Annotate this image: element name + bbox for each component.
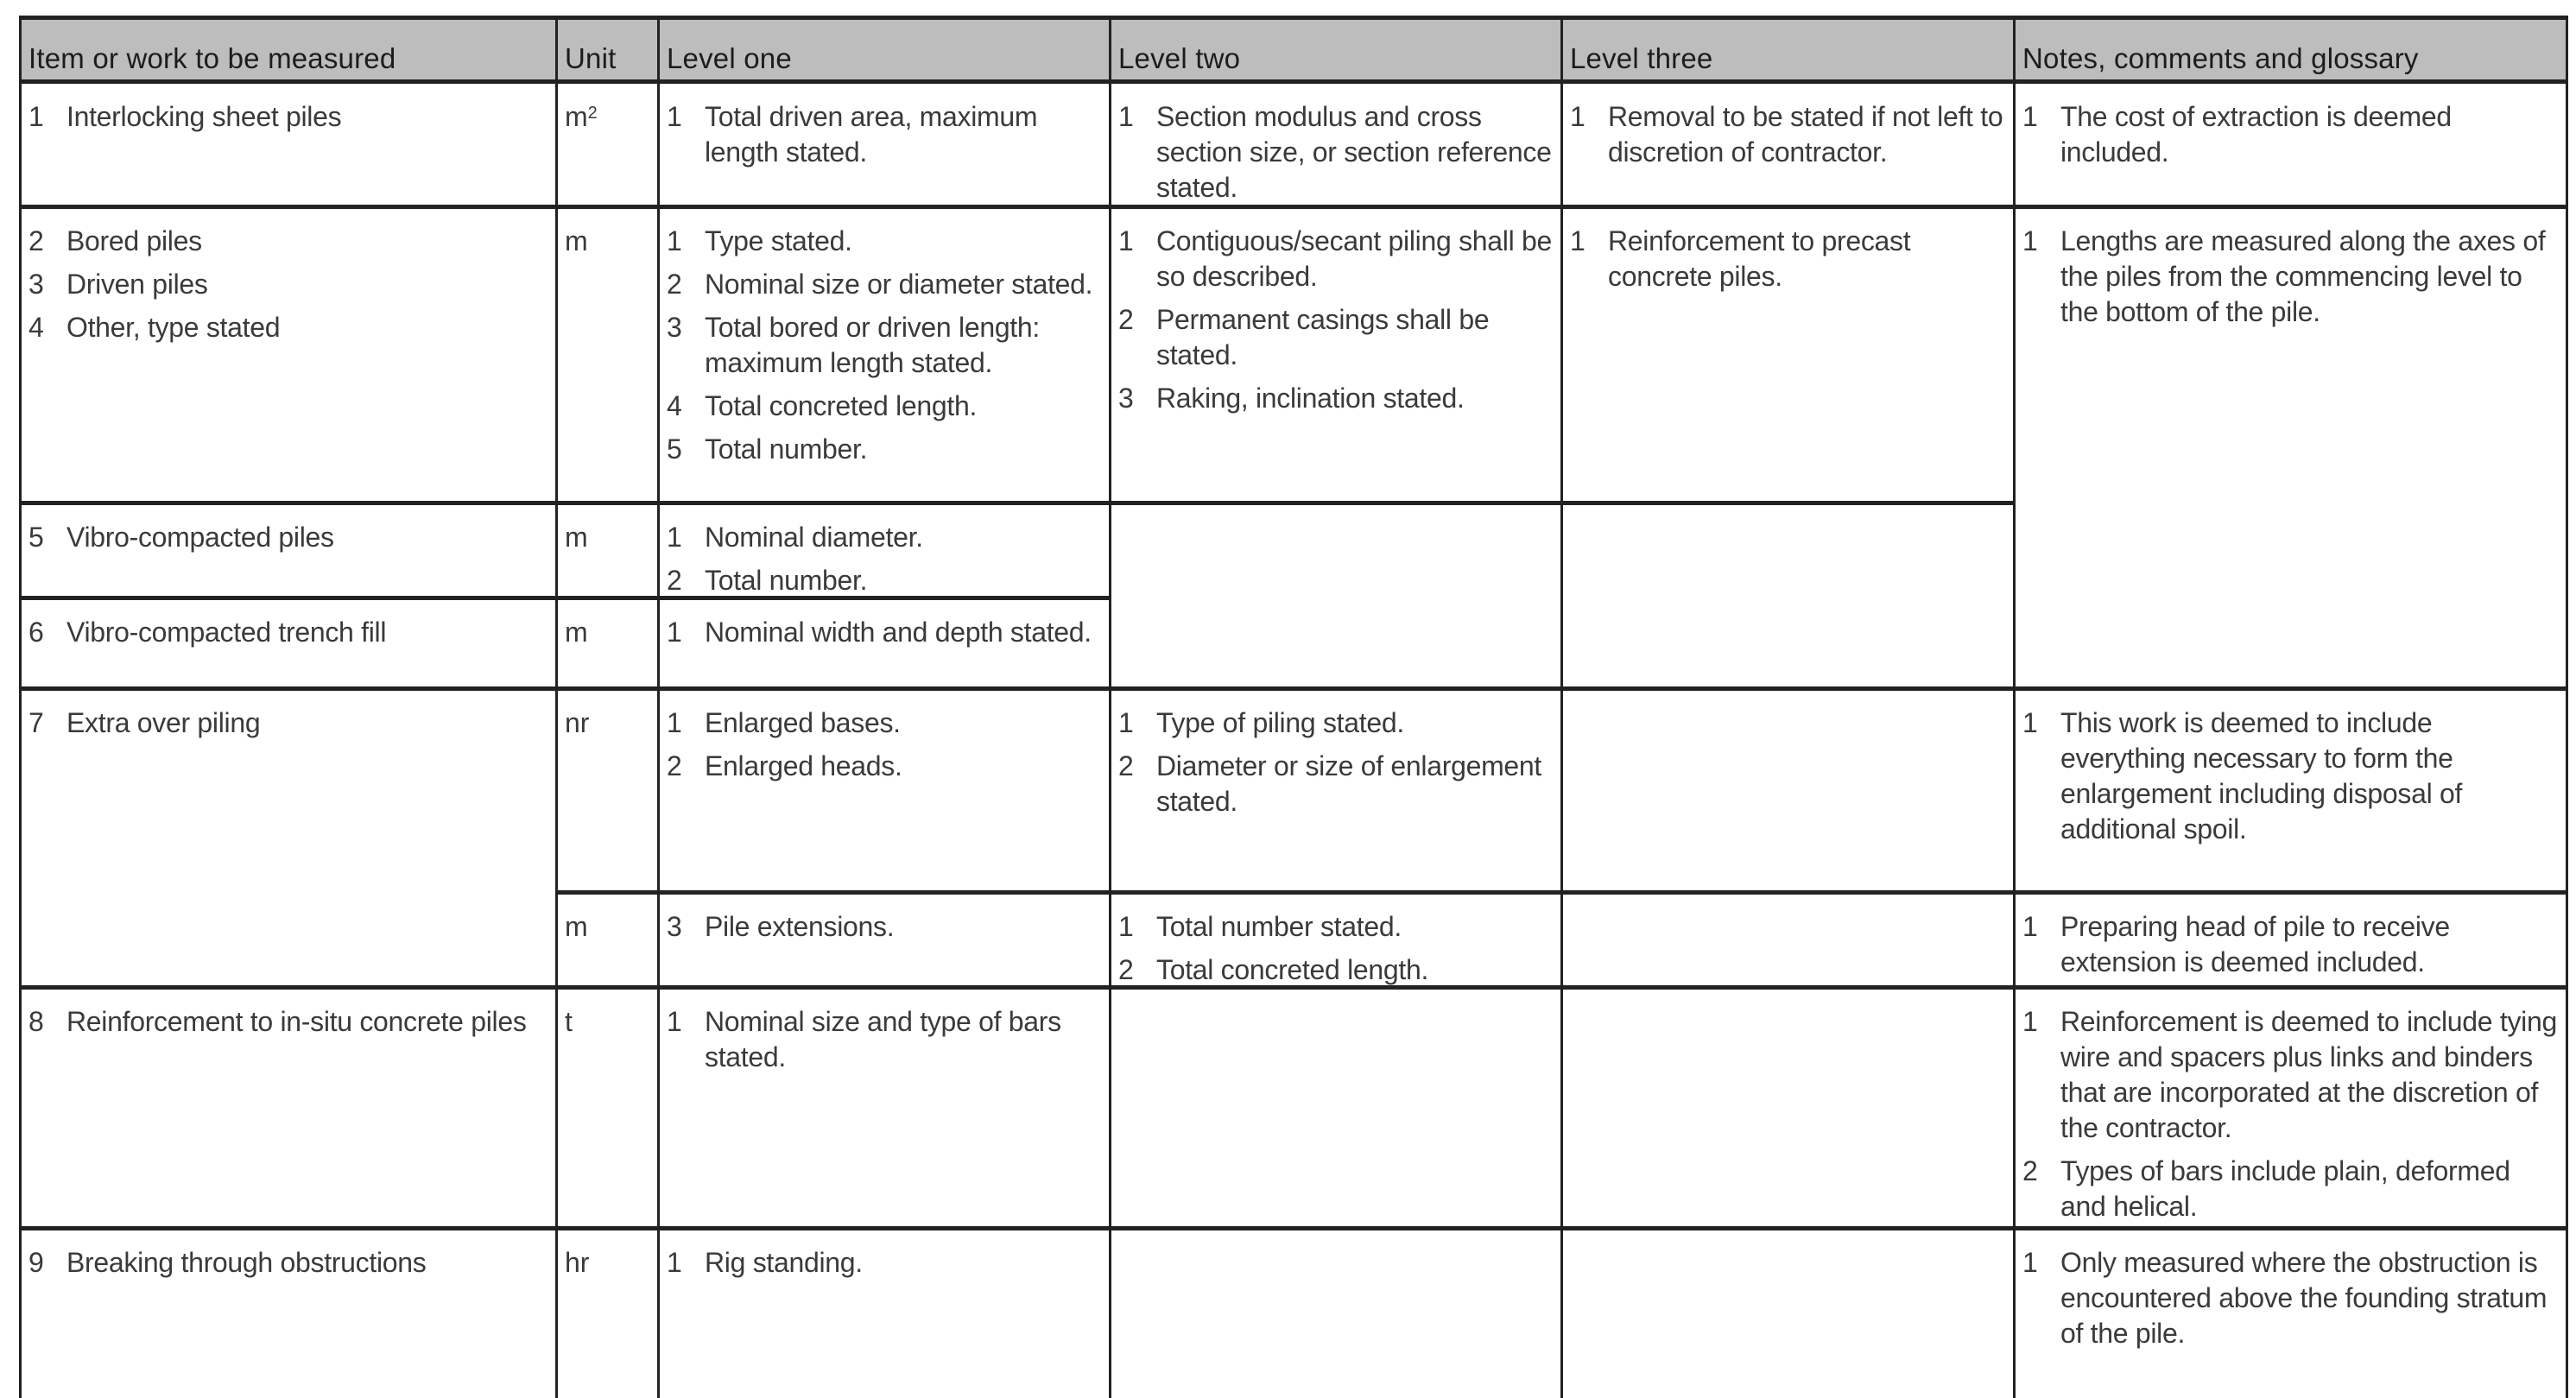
row8-unit-cell xyxy=(556,987,658,1228)
row1-level-three-cell xyxy=(1561,82,2014,206)
row7-item-list xyxy=(20,705,547,749)
rule-row7-bottom xyxy=(19,985,2568,990)
item-number: 2 xyxy=(28,225,44,256)
item-text: Total number stated. xyxy=(1156,911,1402,942)
header-level-two-label: Level two xyxy=(1118,42,1241,74)
list-item xyxy=(20,267,547,302)
item-text: Type of piling stated. xyxy=(1156,707,1404,738)
rule-row5-bottom xyxy=(19,596,1111,600)
item-number: 3 xyxy=(667,911,682,942)
row9-level-one-cell xyxy=(658,1228,1110,1398)
list-item xyxy=(1110,909,1553,945)
row2-level-one-cell xyxy=(658,206,1110,503)
rule-row6-bottom xyxy=(19,686,2568,691)
item-number: 1 xyxy=(667,1247,682,1278)
item-number: 1 xyxy=(2022,101,2038,132)
header-item-label: Item or work to be measured xyxy=(28,42,396,74)
item-number: 2 xyxy=(667,269,682,300)
row2-level-two-list xyxy=(1110,224,1553,424)
row6-level-one-cell xyxy=(658,598,1110,688)
rule-left xyxy=(19,17,22,1398)
item-number: 2 xyxy=(1118,954,1134,985)
item-text: Total number. xyxy=(705,433,868,465)
item-text: Types of bars include plain, deformed and helical. xyxy=(2060,1155,2510,1222)
list-item xyxy=(658,432,1101,467)
row7b-notes-cell xyxy=(2014,892,2567,987)
unit-base: m xyxy=(565,101,588,132)
row7a-level-one-list xyxy=(658,705,1101,792)
item-number: 2 xyxy=(667,750,682,781)
list-item xyxy=(20,310,547,345)
item-number: 1 xyxy=(1570,225,1585,256)
item-number: 2 xyxy=(1118,750,1134,781)
item-text: Lengths are measured along the axes of the piles from the commencing level to the bottom of the pile. xyxy=(2060,225,2546,327)
item-text: Nominal diameter. xyxy=(705,522,923,553)
row6-level-one-list xyxy=(658,615,1101,658)
row7b-level-two-cell xyxy=(1110,892,1561,987)
row2-unit: m xyxy=(565,225,588,256)
row1-item-cell xyxy=(20,82,556,206)
item-text: Vibro-compacted trench fill xyxy=(66,617,387,648)
row5-item-list xyxy=(20,520,547,563)
row5-level-one-list xyxy=(658,520,1101,606)
item-number: 7 xyxy=(28,707,44,738)
row7b-notes-list xyxy=(2014,909,2559,988)
item-text: Total number. xyxy=(705,565,868,596)
item-number: 1 xyxy=(1118,707,1134,738)
row7b-level-one-cell xyxy=(658,892,1110,987)
item-text: Total concreted length. xyxy=(705,390,978,421)
row9-unit: hr xyxy=(565,1247,590,1278)
item-number: 1 xyxy=(28,101,44,132)
item-text: Enlarged bases. xyxy=(705,707,901,738)
item-text: Breaking through obstructions xyxy=(66,1247,427,1278)
item-number: 1 xyxy=(667,101,682,132)
row5-unit-cell xyxy=(556,503,658,598)
item-text: Interlocking sheet piles xyxy=(66,101,342,132)
item-text: Section modulus and cross section size, or section reference stated. xyxy=(1156,101,1552,203)
item-number: 9 xyxy=(28,1247,44,1278)
item-number: 1 xyxy=(2022,707,2038,738)
row7a-level-one-cell xyxy=(658,688,1110,892)
row2-notes-cell xyxy=(2014,206,2567,688)
row7a-notes-cell xyxy=(2014,688,2567,892)
header-unit-label: Unit xyxy=(565,42,617,74)
item-text: Driven piles xyxy=(66,269,208,300)
row7a-notes-list xyxy=(2014,705,2559,855)
list-item xyxy=(1110,99,1553,206)
item-text: Reinforcement is deemed to include tying wire and spacers plus links and binders that are incorporated at the discretion of the contractor. xyxy=(2060,1006,2557,1143)
list-item xyxy=(2014,224,2559,330)
row7a-unit: nr xyxy=(565,707,590,738)
rule-header-bottom xyxy=(19,79,2568,84)
list-item xyxy=(2014,1154,2559,1224)
list-item xyxy=(658,563,1101,598)
row1-level-two-cell xyxy=(1110,82,1561,206)
row7b-level-two-list xyxy=(1110,909,1553,996)
item-text: Only measured where the obstruction is encountered above the founding stratum of the pile. xyxy=(2060,1247,2548,1349)
header-level-three xyxy=(1561,17,2014,82)
item-text: Total driven area, maximum length stated. xyxy=(705,101,1038,168)
item-number: 2 xyxy=(667,565,682,596)
item-text: Other, type stated xyxy=(66,312,281,343)
list-item xyxy=(2014,1245,2559,1351)
rule-row1-bottom xyxy=(19,205,2568,209)
list-item xyxy=(20,520,547,555)
item-text: Enlarged heads. xyxy=(705,750,902,781)
header-level-three-label: Level three xyxy=(1570,42,1713,74)
rule-col-level-one xyxy=(657,17,660,1398)
row6-unit-cell xyxy=(556,598,658,688)
row2-unit-cell xyxy=(556,206,658,503)
header-level-one-label: Level one xyxy=(667,42,792,74)
row7a-unit-cell xyxy=(556,688,658,892)
list-item xyxy=(1110,952,1553,988)
rule-row8-bottom xyxy=(19,1226,2568,1230)
item-number: 6 xyxy=(28,617,44,648)
item-number: 3 xyxy=(1118,383,1134,414)
item-text: Pile extensions. xyxy=(705,911,895,942)
item-text: Nominal size or diameter stated. xyxy=(705,269,1093,300)
item-text: Removal to be stated if not left to discretion of contractor. xyxy=(1608,101,2003,168)
row8-level-one-list xyxy=(658,1004,1101,1083)
list-item xyxy=(658,99,1101,170)
item-text: Diameter or size of enlargement stated. xyxy=(1156,750,1542,817)
row2-notes-list xyxy=(2014,224,2559,338)
row7-item-cell xyxy=(20,688,556,987)
row7a-level-two-cell xyxy=(1110,688,1561,892)
row2-level-one-list xyxy=(658,224,1101,475)
list-item xyxy=(658,389,1101,424)
row1-level-three-list xyxy=(1561,99,2005,178)
list-item xyxy=(658,267,1101,302)
header-notes xyxy=(2014,17,2567,82)
item-text: Contiguous/secant piling shall be so described. xyxy=(1156,225,1552,292)
item-number: 4 xyxy=(667,390,682,421)
item-text: Preparing head of pile to receive extension is deemed included. xyxy=(2060,911,2450,977)
row9-item-cell xyxy=(20,1228,556,1398)
list-item xyxy=(1110,705,1553,741)
rule-right xyxy=(2566,17,2568,1398)
row8-level-one-cell xyxy=(658,987,1110,1228)
item-text: Total bored or driven length: maximum length stated. xyxy=(705,312,1040,378)
row1-unit-cell xyxy=(556,82,658,206)
item-text: Bored piles xyxy=(66,225,202,256)
list-item xyxy=(1561,99,2005,170)
row9-level-one-list xyxy=(658,1245,1101,1288)
row2-level-two-cell xyxy=(1110,206,1561,503)
item-number: 1 xyxy=(1118,225,1134,256)
item-number: 5 xyxy=(28,522,44,553)
list-item xyxy=(658,749,1101,784)
list-item xyxy=(658,909,1101,945)
row2-item-list xyxy=(20,224,547,353)
item-number: 2 xyxy=(1118,304,1134,335)
item-number: 1 xyxy=(2022,911,2038,942)
item-number: 1 xyxy=(1570,101,1585,132)
row2-level-three-list xyxy=(1561,224,2005,302)
item-text: Total concreted length. xyxy=(1156,954,1429,985)
list-item xyxy=(658,705,1101,741)
row8-notes-list xyxy=(2014,1004,2559,1232)
row6-unit: m xyxy=(565,617,588,648)
item-number: 1 xyxy=(2022,1006,2038,1037)
item-text: Reinforcement to in-situ concrete piles xyxy=(66,1006,527,1037)
row1-level-one-cell xyxy=(658,82,1110,206)
list-item xyxy=(2014,99,2559,170)
item-number: 1 xyxy=(667,707,682,738)
item-number: 3 xyxy=(28,269,44,300)
row2-level-three-cell xyxy=(1561,206,2014,503)
row7b-level-one-list xyxy=(658,909,1101,952)
item-number: 4 xyxy=(28,312,44,343)
item-text: The cost of extraction is deemed included. xyxy=(2060,101,2452,168)
row5-item-cell xyxy=(20,503,556,598)
item-text: Rig standing. xyxy=(705,1247,863,1278)
row6-item-cell xyxy=(20,598,556,688)
list-item xyxy=(20,1245,547,1281)
list-item xyxy=(658,1245,1101,1281)
list-item xyxy=(20,99,547,135)
row7a-level-two-list xyxy=(1110,705,1553,827)
list-item xyxy=(2014,705,2559,847)
list-item xyxy=(20,615,547,650)
list-item xyxy=(1110,224,1553,294)
list-item xyxy=(2014,1004,2559,1146)
item-number: 3 xyxy=(667,312,682,343)
item-number: 5 xyxy=(667,433,682,465)
list-item xyxy=(1110,749,1553,819)
rule-row7a-bottom xyxy=(555,890,2568,895)
row9-item-list xyxy=(20,1245,547,1288)
item-number: 1 xyxy=(1118,101,1134,132)
list-item xyxy=(20,705,547,741)
list-item xyxy=(658,520,1101,555)
rule-top xyxy=(19,16,2568,20)
list-item xyxy=(658,224,1101,259)
item-text: Raking, inclination stated. xyxy=(1156,383,1465,414)
row1-unit xyxy=(565,99,598,135)
row8-item-cell xyxy=(20,987,556,1228)
item-number: 1 xyxy=(667,617,682,648)
list-item xyxy=(20,1004,547,1040)
header-unit xyxy=(556,17,658,82)
item-number: 1 xyxy=(1118,911,1134,942)
list-item xyxy=(1561,224,2005,294)
item-number: 1 xyxy=(2022,1247,2038,1278)
rule-col-level-three xyxy=(1560,17,1563,1398)
header-item xyxy=(20,17,556,82)
header-notes-label: Notes, comments and glossary xyxy=(2022,42,2419,74)
item-text: Nominal size and type of bars stated. xyxy=(705,1006,1061,1072)
header-level-two xyxy=(1110,17,1561,82)
rule-col-unit xyxy=(555,17,558,1398)
list-item xyxy=(20,224,547,259)
item-number: 1 xyxy=(667,225,682,256)
list-item xyxy=(1110,381,1553,416)
row6-item-list xyxy=(20,615,547,658)
list-item xyxy=(658,310,1101,381)
row8-unit: t xyxy=(565,1006,573,1037)
rule-col-notes xyxy=(2013,17,2016,1398)
rule-col-level-two xyxy=(1109,17,1111,1398)
item-text: Type stated. xyxy=(705,225,852,256)
row1-level-one-list xyxy=(658,99,1101,178)
row1-notes-list xyxy=(2014,99,2559,178)
row8-notes-cell xyxy=(2014,987,2567,1228)
row2-item-cell xyxy=(20,206,556,503)
list-item xyxy=(1110,302,1553,373)
row1-level-two-list xyxy=(1110,99,1553,213)
list-item xyxy=(2014,909,2559,980)
item-number: 1 xyxy=(667,522,682,553)
item-number: 1 xyxy=(667,1006,682,1037)
item-number: 2 xyxy=(2022,1155,2038,1186)
item-text: This work is deemed to include everything necessary to form the enlargement including disposal of additional spoil. xyxy=(2060,707,2463,844)
item-text: Vibro-compacted piles xyxy=(66,522,334,553)
row5-unit: m xyxy=(565,522,588,553)
item-text: Permanent casings shall be stated. xyxy=(1156,304,1490,370)
row9-notes-cell xyxy=(2014,1228,2567,1398)
header-level-one xyxy=(658,17,1110,82)
row8-item-list xyxy=(20,1004,547,1047)
item-text: Extra over piling xyxy=(66,707,261,738)
unit-superscript: 2 xyxy=(587,104,598,123)
rule-row2-bottom xyxy=(19,501,2015,505)
list-item xyxy=(658,615,1101,650)
row9-unit-cell xyxy=(556,1228,658,1398)
item-text: Reinforcement to precast concrete piles. xyxy=(1608,225,1911,292)
row7b-unit: m xyxy=(565,911,588,942)
row7b-unit-cell xyxy=(556,892,658,987)
row5-level-one-cell xyxy=(658,503,1110,598)
row1-item-list xyxy=(20,99,547,142)
item-number: 1 xyxy=(2022,225,2038,256)
row1-notes-cell xyxy=(2014,82,2567,206)
row9-notes-list xyxy=(2014,1245,2559,1359)
list-item xyxy=(658,1004,1101,1075)
item-text: Nominal width and depth stated. xyxy=(705,617,1092,648)
item-number: 8 xyxy=(28,1006,44,1037)
